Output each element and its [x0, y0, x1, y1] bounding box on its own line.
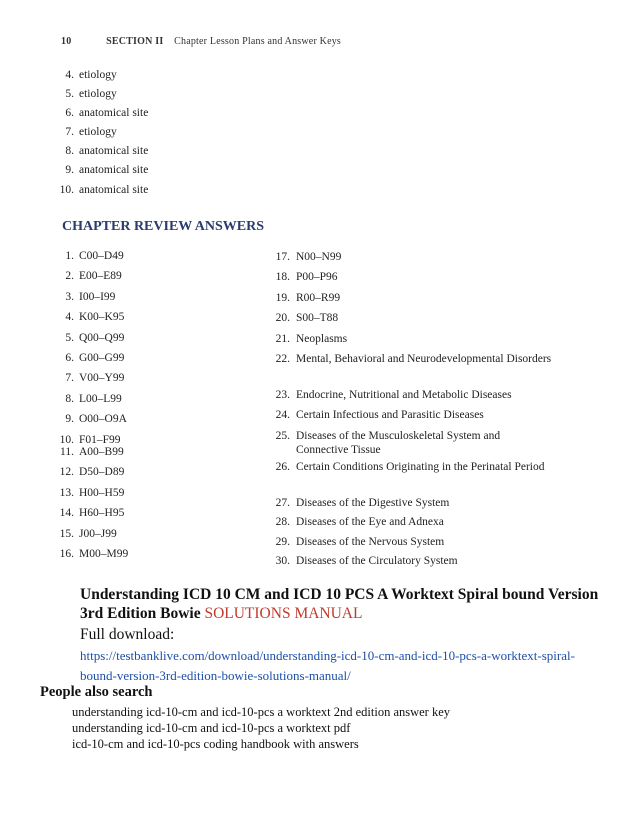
list-item — [52, 250, 127, 270]
item-number: 18. — [275, 271, 290, 284]
list-item — [52, 466, 128, 486]
page-header — [61, 36, 341, 47]
list-item — [52, 487, 128, 507]
list-item — [270, 460, 590, 496]
promo-title-text: Understanding ICD 10 CM and ICD 10 PCS A Worktext Spiral bound Version 3rd Edition Bowie — [80, 586, 599, 622]
item-number: 12. — [59, 466, 74, 479]
item-text: etiology — [79, 69, 117, 81]
item-text: Mental, Behavioral and Neurodevelopmental Disorders — [296, 352, 552, 365]
list-item — [270, 388, 590, 408]
item-number: 14. — [59, 507, 74, 520]
item-number: 11. — [60, 446, 74, 458]
item-text: C00–D49 — [79, 250, 124, 262]
item-number: 29. — [275, 535, 290, 548]
item-text: G00–G99 — [79, 351, 125, 364]
item-text: Diseases of the Circulatory System — [296, 555, 458, 568]
review-left-column — [52, 250, 127, 443]
search-suggestions — [72, 704, 450, 752]
list-item — [270, 429, 590, 460]
list-item — [52, 107, 148, 126]
item-number: 5. — [65, 88, 74, 101]
page-number: 10 — [61, 36, 72, 47]
review-heading: CHAPTER REVIEW ANSWERS — [62, 219, 265, 234]
list-item — [52, 393, 127, 413]
item-number: 16. — [59, 547, 74, 560]
item-number: 9. — [65, 164, 74, 177]
search-suggestion[interactable]: understanding icd-10-cm and icd-10-pcs a worktext pdf — [72, 721, 351, 735]
item-number: 9. — [65, 413, 74, 426]
item-number: 4. — [65, 69, 74, 81]
item-number: 2. — [65, 270, 74, 283]
item-number: 13. — [59, 486, 74, 499]
list-item — [270, 291, 590, 311]
item-text: Certain Conditions Originating in the Perinatal Period — [296, 460, 545, 473]
item-text: E00–E89 — [79, 270, 122, 283]
search-suggestion[interactable]: icd-10-cm and icd-10-pcs coding handbook with answers — [72, 737, 359, 751]
list-item — [52, 88, 148, 107]
item-text: Neoplasms — [296, 332, 348, 345]
item-number: 8. — [65, 145, 74, 158]
review-left-column-continued — [52, 446, 128, 568]
item-number: 10. — [59, 433, 74, 443]
item-text: Diseases of the Eye and Adnexa — [296, 516, 444, 529]
item-number: 7. — [65, 372, 74, 385]
list-item — [52, 69, 148, 88]
item-text: S00–T88 — [296, 312, 339, 325]
item-text: K00–K95 — [79, 311, 125, 324]
list-item — [52, 434, 127, 443]
item-text: etiology — [79, 88, 117, 101]
item-text: anatomical site — [79, 145, 149, 158]
promo-block — [80, 585, 600, 686]
list-item — [270, 311, 590, 331]
answer-list-top — [52, 69, 148, 203]
item-number: 5. — [65, 331, 74, 344]
list-item — [52, 311, 127, 331]
list-item — [52, 126, 148, 145]
item-text: anatomical site — [79, 164, 149, 177]
list-item — [270, 352, 590, 388]
item-number: 8. — [65, 392, 74, 405]
item-text: Diseases of the Musculoskeletal System and Connective Tissue — [296, 429, 501, 456]
list-item — [52, 413, 127, 433]
item-number: 30. — [275, 555, 290, 568]
search-suggestion[interactable]: understanding icd-10-cm and icd-10-pcs a worktext 2nd edition answer key — [72, 705, 451, 719]
item-number: 3. — [65, 290, 74, 303]
list-item — [52, 332, 127, 352]
list-item — [270, 332, 590, 352]
item-number: 21. — [275, 332, 290, 345]
header-title: Chapter Lesson Plans and Answer Keys — [174, 36, 342, 47]
list-item — [52, 291, 127, 311]
list-item — [270, 408, 590, 428]
promo-title-suffix: SOLUTIONS MANUAL — [204, 605, 363, 622]
item-number: 17. — [275, 251, 290, 263]
item-text: V00–Y99 — [79, 372, 125, 385]
item-text: anatomical site — [79, 107, 149, 120]
item-text: L00–L99 — [79, 392, 122, 405]
item-text: N00–N99 — [296, 251, 342, 263]
list-item — [270, 515, 590, 535]
item-text: M00–M99 — [79, 547, 129, 560]
item-number: 6. — [65, 107, 74, 120]
list-item — [52, 270, 127, 290]
item-text: Endocrine, Nutritional and Metabolic Diseases — [296, 388, 512, 401]
item-text: R00–R99 — [296, 291, 341, 304]
item-number: 25. — [275, 429, 290, 442]
item-number: 19. — [275, 291, 290, 304]
list-item — [270, 496, 590, 516]
list-item — [52, 145, 148, 164]
list-item — [52, 164, 148, 183]
promo-title — [80, 585, 600, 623]
item-number: 6. — [65, 351, 74, 364]
item-number: 15. — [59, 527, 74, 540]
download-label: Full download: — [80, 626, 175, 643]
item-number: 4. — [65, 311, 74, 324]
item-number: 26. — [275, 460, 290, 473]
item-text: H00–H59 — [79, 486, 125, 499]
item-number: 28. — [275, 516, 290, 529]
item-text: etiology — [79, 126, 117, 139]
list-item — [52, 372, 127, 392]
item-text: D50–D89 — [79, 466, 125, 479]
item-text: H60–H95 — [79, 507, 125, 520]
list-item — [52, 548, 128, 568]
list-item — [52, 446, 128, 466]
item-number: 7. — [65, 126, 74, 139]
section-label: SECTION II — [106, 36, 164, 47]
list-item — [52, 184, 148, 203]
item-number: 23. — [275, 388, 290, 401]
people-also-search-label: People also search — [40, 684, 153, 700]
list-item — [52, 352, 127, 372]
item-text: I00–I99 — [79, 290, 116, 303]
list-item — [270, 554, 590, 574]
item-number: 22. — [275, 352, 290, 365]
list-item — [270, 535, 590, 555]
item-number: 1. — [65, 250, 74, 262]
item-text: A00–B99 — [79, 446, 124, 458]
item-number: 20. — [275, 312, 290, 325]
review-right-column — [270, 250, 590, 574]
item-number: 10. — [59, 183, 74, 196]
list-item — [52, 507, 128, 527]
item-number: 24. — [275, 409, 290, 422]
item-text: O00–O9A — [79, 413, 127, 426]
item-text: J00–J99 — [79, 527, 117, 540]
list-item — [52, 528, 128, 548]
item-text: anatomical site — [79, 183, 149, 196]
item-text: Diseases of the Digestive System — [296, 496, 450, 509]
item-text: Diseases of the Nervous System — [296, 535, 445, 548]
item-number: 27. — [275, 496, 290, 509]
list-item — [270, 250, 590, 270]
list-item — [270, 270, 590, 290]
item-text: P00–P96 — [296, 271, 338, 284]
item-text: F01–F99 — [79, 433, 121, 443]
item-text: Q00–Q99 — [79, 331, 125, 344]
item-text: Certain Infectious and Parasitic Diseases — [296, 409, 484, 422]
download-link[interactable]: https://testbanklive.com/download/understanding-icd-10-cm-and-icd-10-pcs-a-worktext-spiral-bound-version-3rd-edition-bowie-solutions-manual/ — [80, 648, 575, 683]
